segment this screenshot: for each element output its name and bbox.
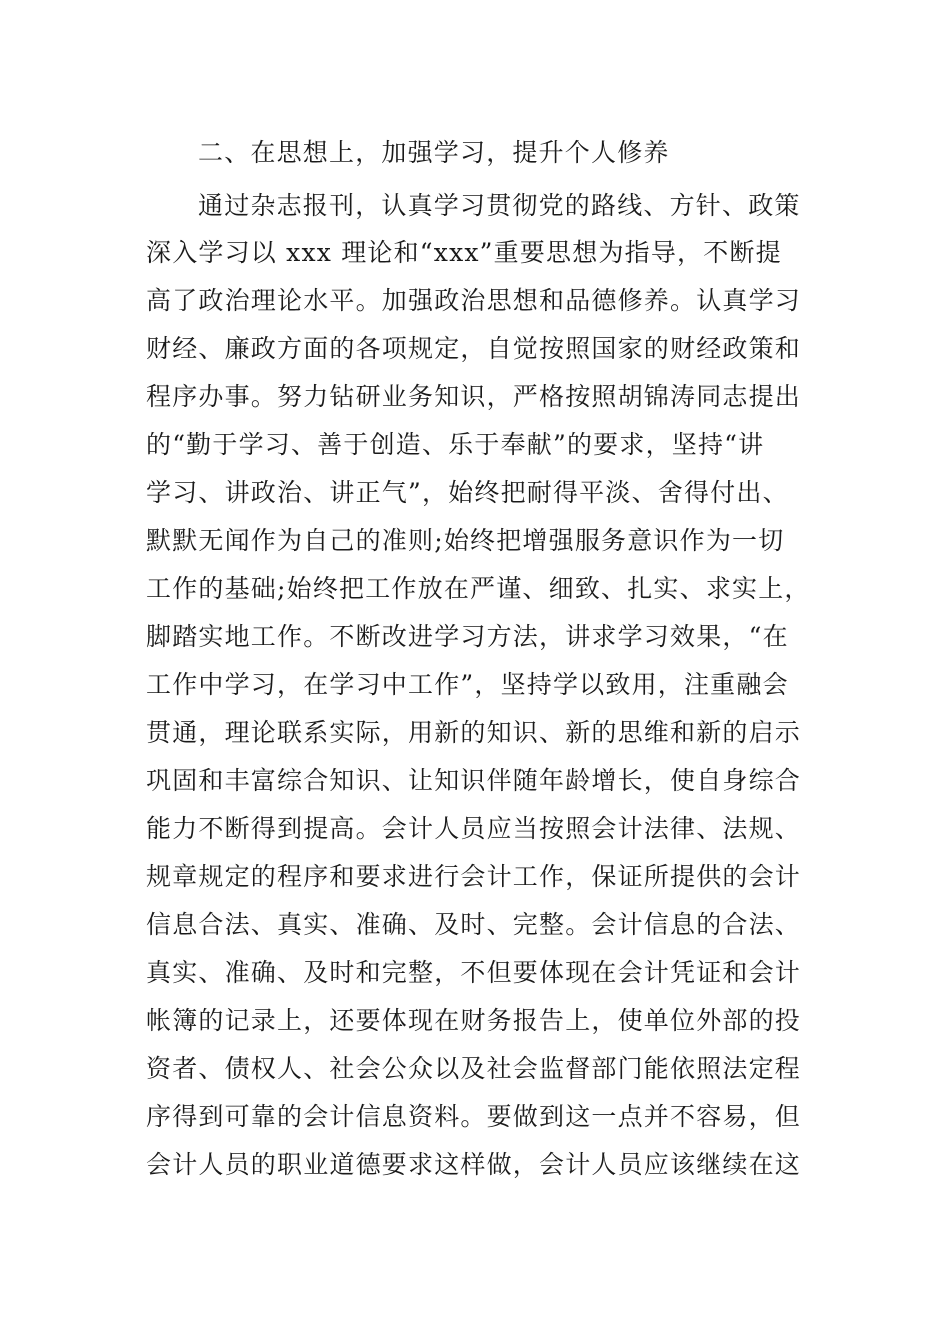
paragraph-line: 的“勤于学习、善于创造、乐于奉献”的要求，坚持“讲 bbox=[146, 430, 765, 459]
paragraph-line: 信息合法、真实、准确、及时、完整。会计信息的合法、 bbox=[146, 910, 802, 939]
paragraph-line: 工作中学习，在学习中工作”，坚持学以致用，注重融会 bbox=[146, 670, 789, 699]
paragraph-line: 学习、讲政治、讲正气”，始终把耐得平淡、舍得付出、 bbox=[146, 478, 789, 507]
section-heading: 二、在思想上，加强学习，提升个人修养 bbox=[198, 138, 670, 167]
paragraph-line: 贯通，理论联系实际，用新的知识、新的思维和新的启示 bbox=[146, 718, 802, 747]
paragraph-line: 默默无闻作为自己的准则;始终把增强服务意识作为一切 bbox=[146, 526, 785, 555]
paragraph-line: 脚踏实地工作。不断改进学习方法，讲求学习效果，“在 bbox=[146, 622, 789, 651]
paragraph-line: 帐簿的记录上，还要体现在财务报告上，使单位外部的投 bbox=[146, 1006, 802, 1035]
paragraph-line: 巩固和丰富综合知识、让知识伴随年龄增长，使自身综合 bbox=[146, 766, 802, 795]
paragraph-line: 规章规定的程序和要求进行会计工作，保证所提供的会计 bbox=[146, 862, 802, 891]
paragraph-line: 高了政治理论水平。加强政治思想和品德修养。认真学习 bbox=[146, 286, 802, 315]
paragraph-line: 真实、准确、及时和完整，不但要体现在会计凭证和会计 bbox=[146, 958, 802, 987]
paragraph-line: 工作的基础;始终把工作放在严谨、细致、扎实、求实上， bbox=[146, 574, 811, 603]
paragraph-line: 序得到可靠的会计信息资料。要做到这一点并不容易，但 bbox=[146, 1102, 802, 1131]
paragraph-line: 能力不断得到提高。会计人员应当按照会计法律、法规、 bbox=[146, 814, 802, 843]
paragraph-line: 深入学习以 xxx 理论和“xxx”重要思想为指导，不断提 bbox=[146, 238, 782, 267]
paragraph-line: 财经、廉政方面的各项规定，自觉按照国家的财经政策和 bbox=[146, 334, 802, 363]
paragraph-line: 会计人员的职业道德要求这样做，会计人员应该继续在这 bbox=[146, 1150, 802, 1179]
paragraph-line: 程序办事。努力钻研业务知识，严格按照胡锦涛同志提出 bbox=[146, 382, 802, 411]
paragraph-line: 资者、债权人、社会公众以及社会监督部门能依照法定程 bbox=[146, 1054, 802, 1083]
paragraph-line: 通过杂志报刊，认真学习贯彻党的路线、方针、政策 bbox=[198, 191, 801, 220]
